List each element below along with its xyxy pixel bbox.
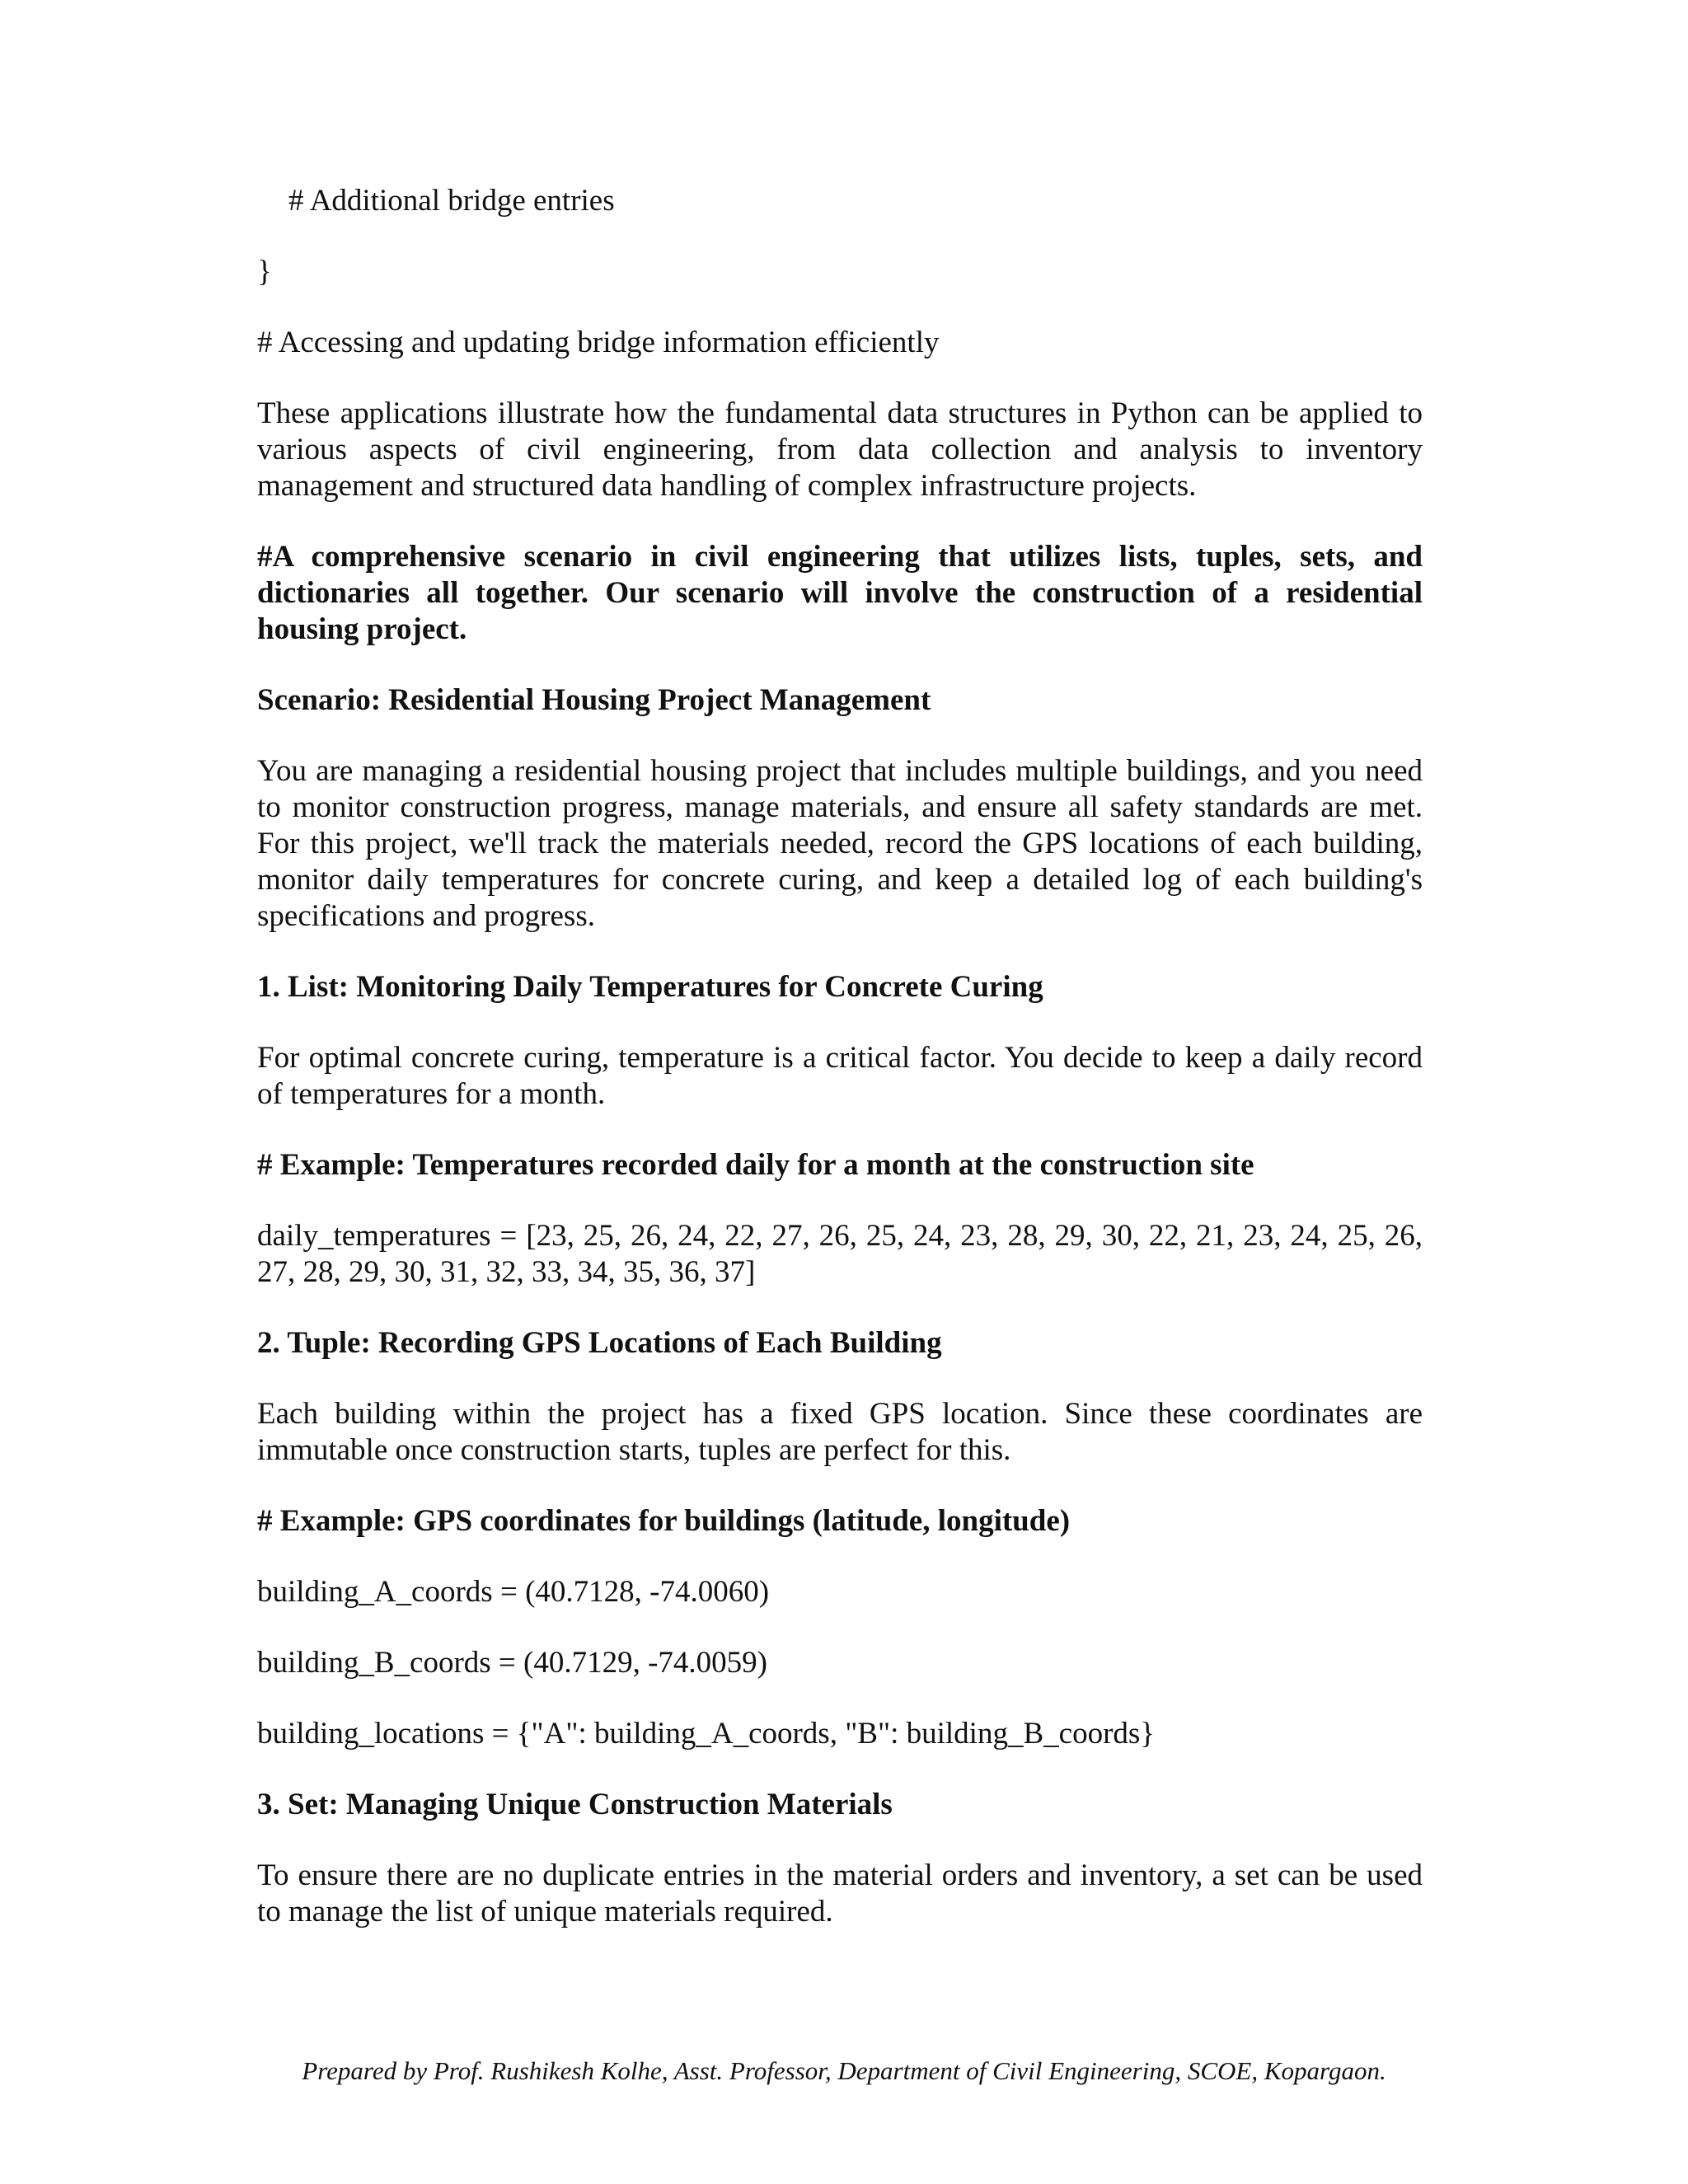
paragraph-scenario-description: You are managing a residential housing project that includes multiple buildings, and you need to monitor construction progress, manage materials, and ensure all safety standards are met. For this project, we'll track the materials needed, record the GPS locations of each building, monitor daily temperatures for concrete curing, and keep a detailed log of each building's specifications and progress. [257,754,1423,933]
section-2-heading: 2. Tuple: Recording GPS Locations of Each Building [257,1326,942,1360]
code-comment-accessing: # Accessing and updating bridge information efficiently [257,326,940,359]
example-1-heading: # Example: Temperatures recorded daily for a month at the construction site [257,1148,1254,1182]
code-daily-temperatures: daily_temperatures = [23, 25, 26, 24, 22, 27, 26, 25, 24, 23, 28, 29, 30, 22, 21, 23, 24, 25, 26, 27, 28, 29, 30, 31, 32, 33, 34, 35, 36, 37] [257,1219,1423,1289]
code-building-b-coords: building_B_coords = (40.7129, -74.0059) [257,1646,767,1680]
paragraph-applications: These applications illustrate how the fundamental data structures in Python can be applied to various aspects of civil engineering, from data collection and analysis to inventory management and structured data handling of complex infrastructure projects. [257,396,1423,503]
section-3-heading: 3. Set: Managing Unique Construction Materials [257,1788,893,1821]
paragraph-temperature: For optimal concrete curing, temperature is a critical factor. You decide to keep a daily record of temperatures for a month. [257,1041,1423,1111]
paragraph-materials: To ensure there are no duplicate entries in the material orders and inventory, a set can be used to manage the list of unique materials required. [257,1858,1423,1929]
code-building-a-coords: building_A_coords = (40.7128, -74.0060) [257,1575,770,1609]
code-comment-additional-entries: # Additional bridge entries [288,184,615,218]
example-2-heading: # Example: GPS coordinates for buildings (latitude, longitude) [257,1504,1071,1538]
code-building-locations: building_locations = {"A": building_A_coords, "B": building_B_coords} [257,1717,1156,1750]
section-1-heading: 1. List: Monitoring Daily Temperatures for Concrete Curing [257,970,1043,1004]
bold-scenario-intro: #A comprehensive scenario in civil engineering that utilizes lists, tuples, sets, and dictionaries all together. Our scenario will involve the construction of a residential housing project. [257,540,1423,646]
paragraph-gps: Each building within the project has a fixed GPS location. Since these coordinates are immutable once construction starts, tuples are perfect for this. [257,1397,1423,1467]
scenario-heading: Scenario: Residential Housing Project Management [257,683,931,717]
page-content [257,183,1423,1930]
closing-brace: } [257,255,272,288]
page-footer: Prepared by Prof. Rushikesh Kolhe, Asst. Professor, Department of Civil Engineering, SCOE, Kopargaon. [302,2056,1386,2085]
